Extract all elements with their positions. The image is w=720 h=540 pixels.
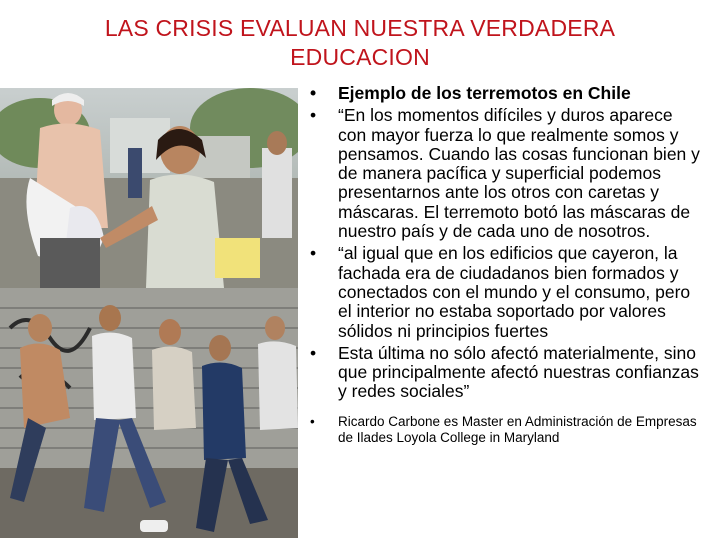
bullet-marker: •: [310, 342, 317, 363]
bullet-marker: •: [310, 105, 317, 126]
bullet-marker: •: [310, 413, 315, 429]
bullet-item: [306, 344, 702, 402]
photo-looters-carrying-bags: [0, 88, 298, 288]
bullet-marker: •: [310, 83, 317, 103]
bullet-text: Ejemplo de los terremotos en Chile: [338, 83, 631, 103]
bullet-item-citation: [306, 414, 702, 447]
bullet-text: “al igual que en los edificios que cayeron, la fachada era de ciudadanos bien formados y conectados con el mundo y el consumo, pero el interior no estaba soportado por valores sólidos ni principios fuertes: [338, 243, 691, 341]
bullet-marker: •: [310, 243, 317, 264]
bullet-text: Esta última no sólo afectó materialmente, sino que principalmente afectó nuestras confianzas y redes sociales”: [338, 342, 699, 402]
bullet-item: [306, 244, 702, 340]
photo-crowd-at-storefront: [0, 288, 298, 538]
bullet-text: Ricardo Carbone es Master en Administración de Empresas de Ilades Loyola College in Maryland: [338, 413, 697, 446]
bullet-item: [306, 84, 702, 103]
bullet-list: [306, 84, 702, 447]
bullet-item: [306, 106, 702, 241]
bullet-text: “En los momentos difíciles y duros aparece con mayor fuerza lo que realmente somos y pensamos. Cuando las cosas funcionan bien y de manera pacífica y superficial podemos presentarnos ante los otros con caretas y máscaras. El terremoto botó las máscaras de nuestro país y de cada uno de nosotros.: [338, 105, 700, 242]
slide-title-line-2: EDUCACION: [290, 44, 430, 70]
slide-title-line-1: LAS CRISIS EVALUAN NUESTRA VERDADERA: [104, 15, 616, 41]
earthquake-looting-photo: [0, 88, 298, 538]
slide-title: [60, 14, 660, 72]
